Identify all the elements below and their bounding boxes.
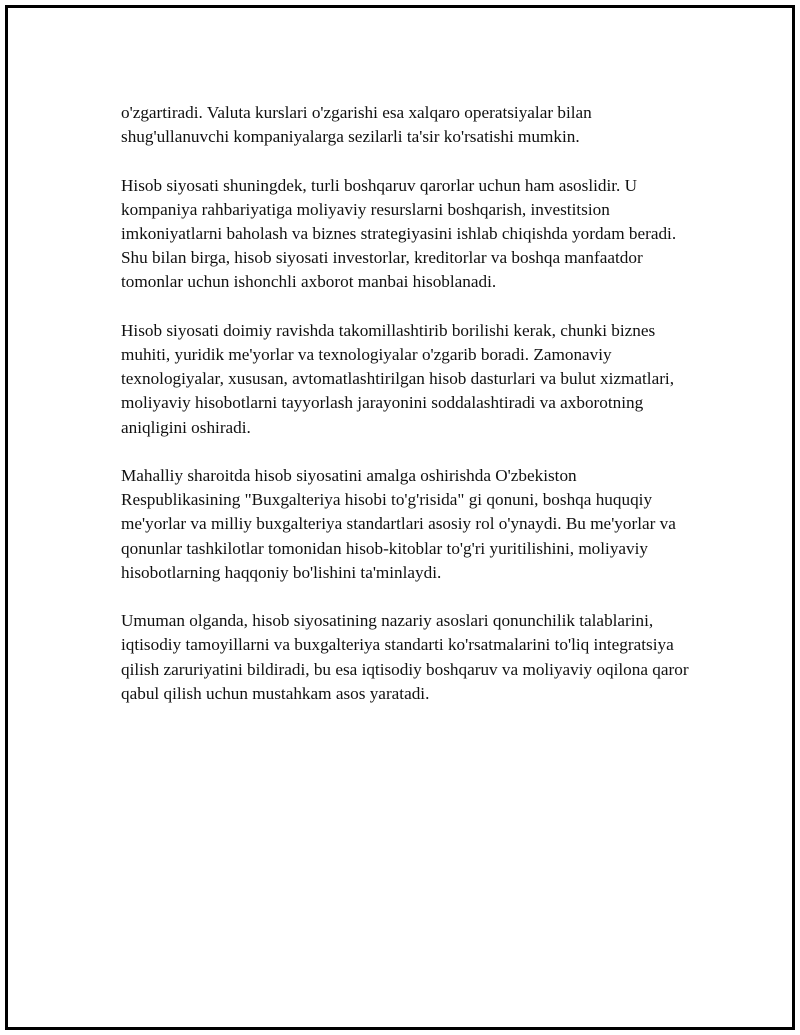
document-body <box>121 101 691 730</box>
paragraph-1: o'zgartiradi. Valuta kurslari o'zgarishi esa xalqaro operatsiyalar bilan shug'ullanuvchi kompaniyalarga sezilarli ta'sir ko'rsatishi mumkin. <box>121 103 592 147</box>
page-frame <box>5 5 795 1030</box>
paragraph-4: Mahalliy sharoitda hisob siyosatini amalga oshirishda O'zbekiston Respublikasining "Buxgalteriya hisobi to'g'risida" gi qonuni, boshqa huquqiy me'yorlar va milliy buxgalteriya standartlari asosiy rol o'ynaydi. Bu me'yorlar va qonunlar tashkilotlar tomonidan hisob-kitoblar to'g'ri yuritilishini, moliyaviy hisobotlarning haqqoniy bo'lishini ta'minlaydi. <box>121 466 676 582</box>
paragraph-5: Umuman olganda, hisob siyosatining nazariy asoslari qonunchilik talablarini, iqtisodiy tamoyillarni va buxgalteriya standarti ko'rsatmalarini to'liq integratsiya qilish zaruriyatini bildiradi, bu esa iqtisodiy boshqaruv va moliyaviy oqilona qaror qabul qilish uchun mustahkam asos yaratadi. <box>121 611 689 703</box>
paragraph-3: Hisob siyosati doimiy ravishda takomillashtirib borilishi kerak, chunki biznes muhiti, yuridik me'yorlar va texnologiyalar o'zgarib boradi. Zamonaviy texnologiyalar, xususan, avtomatlashtirilgan hisob dasturlari va bulut xizmatlari, moliyaviy hisobotlarni tayyorlash jarayonini soddalashtiradi va axborotning aniqligini oshiradi. <box>121 320 675 437</box>
paragraph-2: Hisob siyosati shuningdek, turli boshqaruv qarorlar uchun ham asoslidir. U kompaniya rahbariyatiga moliyaviy resurslarni boshqarish, investitsion imkoniyatlarni baholash va biznes strategiyasini ishlab chiqishda yordam beradi. Shu bilan birga, hisob siyosati investorlar, kreditorlar va boshqa manfaatdor tomonlar uchun ishonchli axborot manbai hisoblanadi. <box>121 175 677 292</box>
